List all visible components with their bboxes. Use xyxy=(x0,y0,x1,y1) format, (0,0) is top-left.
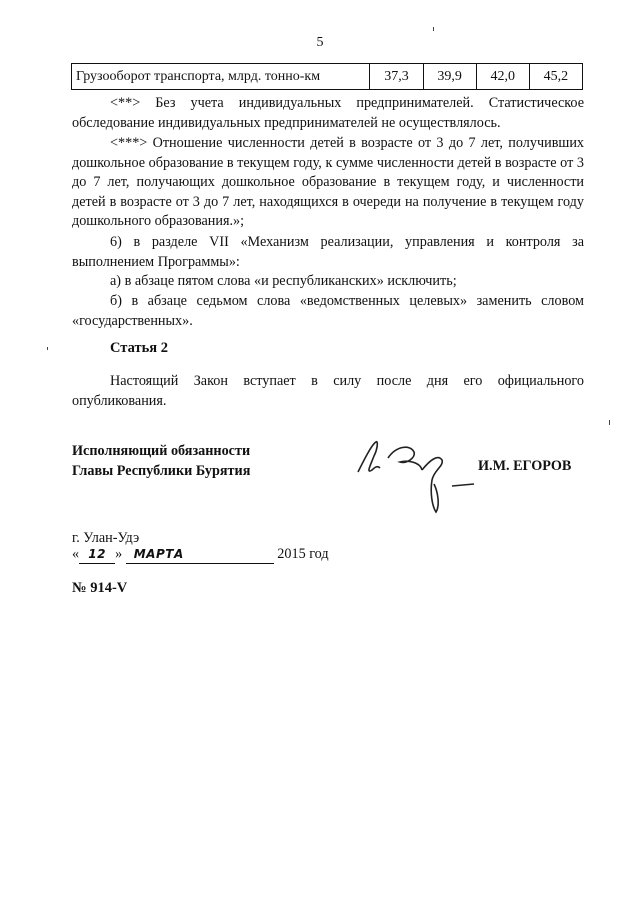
date-year: 2015 год xyxy=(277,546,329,562)
date-line xyxy=(72,546,329,564)
scan-mark xyxy=(47,347,48,350)
article-text: Настоящий Закон вступает в силу после дня его официального опубликования. xyxy=(72,373,584,409)
stats-table xyxy=(71,63,583,90)
date-close-quote: » xyxy=(115,546,123,562)
law-number: № 914-V xyxy=(72,580,128,596)
city: г. Улан-Удэ xyxy=(72,530,140,546)
footnote-double-asterisk: <**> Без учета индивидуальных предпринимателей. Статистическое обследование индивидуальных предпринимателей не осуществлялось. xyxy=(72,95,584,131)
handwritten-signature xyxy=(350,430,480,520)
signer-name: И.М. ЕГОРОВ xyxy=(478,458,572,474)
date-open-quote: « xyxy=(72,546,80,562)
date-month: МАРТА xyxy=(133,547,184,561)
table-row xyxy=(72,64,583,90)
table-cell-label: Грузооборот транспорта, млрд. тонно-км xyxy=(72,64,370,90)
table-cell-value: 45,2 xyxy=(529,64,582,90)
table-cell-value: 42,0 xyxy=(476,64,529,90)
amendment-intro: 6) в разделе VII «Механизм реализации, управления и контроля за выполнением Программы»: xyxy=(72,234,584,270)
signer-title-line1: Исполняющий обязанности xyxy=(72,443,251,459)
scan-mark xyxy=(433,27,434,31)
page-number: 5 xyxy=(316,35,324,50)
amendment-item-b: б) в абзаце седьмом слова «ведомственных целевых» заменить словом «государственных». xyxy=(72,293,584,329)
table-cell-value: 39,9 xyxy=(423,64,476,90)
table-cell-value: 37,3 xyxy=(370,64,423,90)
signer-title xyxy=(72,442,250,481)
article-heading: Статья 2 xyxy=(110,340,168,356)
signer-title-line2: Главы Республики Бурятия xyxy=(72,462,251,479)
date-day: 12 xyxy=(88,547,106,561)
amendment-item-a: а) в абзаце пятом слова «и республиканских» исключить; xyxy=(110,273,457,289)
scan-mark xyxy=(609,420,610,425)
footnote-triple-asterisk: <***> Отношение численности детей в возрасте от 3 до 7 лет, получивших дошкольное образование в текущем году, к сумме численности детей в возрасте от 3 до 7 лет, получающих дошкольное образование в текущем году, и численности детей в возрасте от 3 до 7 лет, находящихся в очереди на получение в текущем году дошкольного образования.»; xyxy=(72,135,584,230)
